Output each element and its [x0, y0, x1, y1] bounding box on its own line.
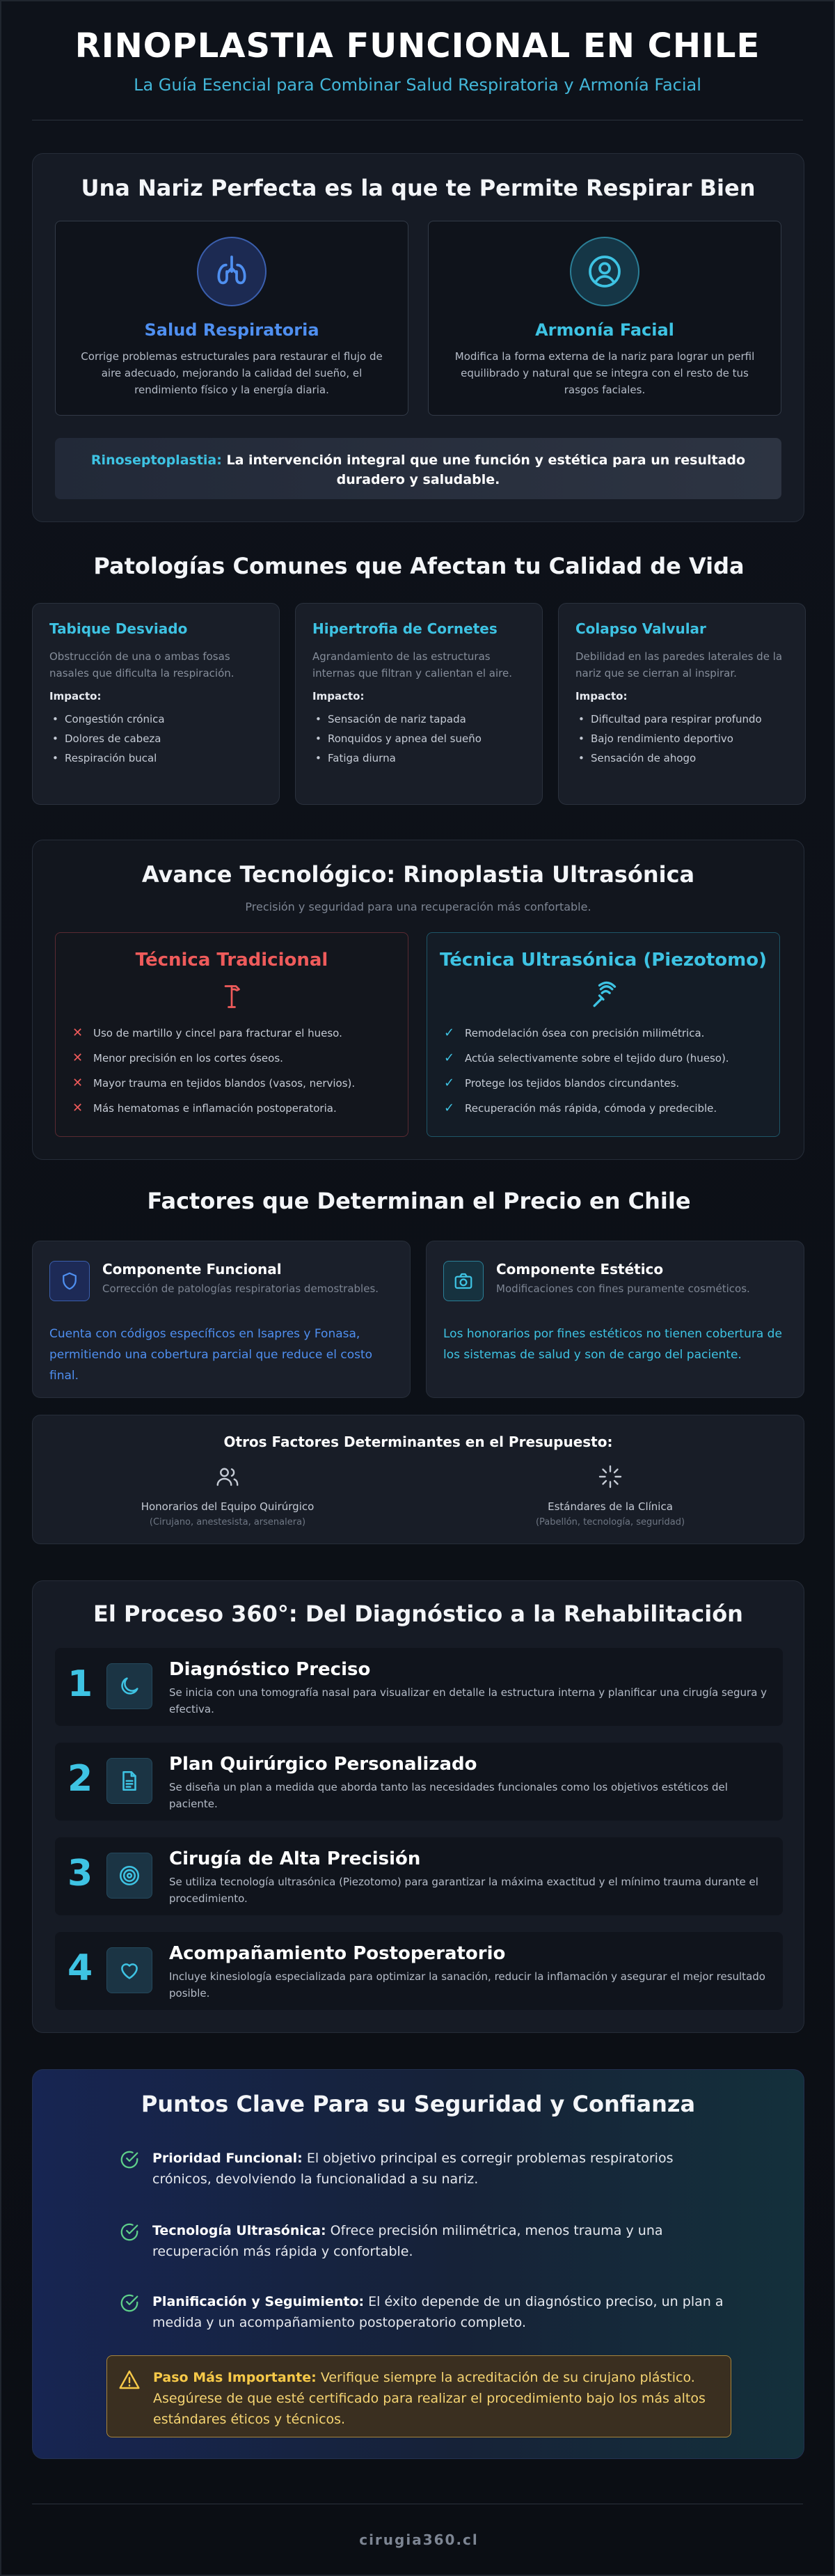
x-icon: ✕: [72, 1026, 84, 1040]
facial-card: [428, 221, 781, 416]
item-text: Remodelación ósea con precisión milimétrica.: [465, 1027, 705, 1039]
hammer-icon: [56, 980, 408, 1015]
functional-body: Cuenta con códigos específicos en Isapres y Fonasa, permitiendo una cobertura parcial que reduce el costo final.: [49, 1327, 373, 1383]
factor-team: [88, 1464, 367, 1527]
pathologies-title: Patologías Comunes que Afectan tu Calidad de Vida: [93, 553, 745, 579]
pathology-desc: Debilidad en las paredes laterales de la nariz que se cierran al inspirar.: [575, 650, 783, 680]
warning-icon: [118, 2369, 141, 2397]
x-icon: ✕: [72, 1101, 84, 1115]
list-item: [72, 1071, 391, 1096]
respiratory-title: Salud Respiratoria: [144, 320, 319, 340]
functional-subtitle: Corrección de patologías respiratorias demostrables.: [102, 1282, 379, 1295]
step-text: Se utiliza tecnología ultrasónica (Piezotomo) para garantizar la máxima exactitud y el mínimo trauma durante el procedimiento.: [169, 1876, 758, 1905]
check-icon: ✓: [444, 1101, 455, 1115]
item-text: Más hematomas e inflamación postoperatoria.: [93, 1102, 337, 1115]
list-item: [444, 1021, 763, 1046]
item-text: Protege los tejidos blandos circundantes.: [465, 1077, 680, 1090]
intro-title: Una Nariz Perfecta es la que te Permite Respirar Bien: [81, 175, 756, 201]
pathology-card-cornetes: [295, 603, 543, 805]
pathology-card-valvular: [558, 603, 806, 805]
factor-label: Honorarios del Equipo Quirúrgico: [141, 1500, 315, 1513]
step-number: 2: [67, 1758, 93, 1800]
list-item: • Ronquidos y apnea del sueño: [312, 729, 525, 748]
list-item: [72, 1096, 391, 1121]
price-title: Factores que Determinan el Precio en Chile: [147, 1188, 691, 1214]
respiratory-card: [55, 221, 408, 416]
page-subtitle: La Guía Esencial para Combinar Salud Respiratoria y Armonía Facial: [134, 75, 701, 95]
impact-label: Impacto:: [49, 690, 102, 702]
page-title: RINOPLASTIA FUNCIONAL EN CHILE: [74, 26, 761, 65]
footer-site-link[interactable]: cirugia360.cl: [359, 2531, 479, 2548]
process-step-4: [55, 1932, 783, 2010]
callout-text: La intervención integral que une función y estética para un resultado duradero y saludable.: [226, 453, 746, 487]
factor-sub: (Pabellón, tecnología, seguridad): [535, 1517, 685, 1527]
impact-list: [312, 709, 525, 768]
step-title: Diagnóstico Preciso: [169, 1659, 371, 1680]
technology-section: [32, 840, 804, 1160]
pathology-title: Hipertrofia de Cornetes: [312, 620, 498, 637]
impact-list: [49, 709, 262, 768]
aesthetic-component-card: [426, 1241, 804, 1398]
step-title: Plan Quirúrgico Personalizado: [169, 1754, 477, 1775]
facial-text: Modifica la forma externa de la nariz para lograr un perfil equilibrado y natural que se integra con el resto de tus rasgos faciales.: [454, 350, 755, 396]
camera-icon: [443, 1261, 484, 1301]
team-icon: [215, 1479, 240, 1492]
list-item: • Bajo rendimiento deportivo: [575, 729, 788, 748]
warning-label: Paso Más Importante:: [153, 2370, 317, 2385]
functional-title: Componente Funcional: [102, 1261, 282, 1278]
keypoint-3: [119, 2291, 731, 2333]
list-item: [72, 1046, 391, 1071]
pathology-title: Tabique Desviado: [49, 620, 188, 637]
x-icon: ✕: [72, 1076, 84, 1090]
aesthetic-body: Los honorarios por fines estéticos no tienen cobertura de los sistemas de salud y son de cargo del paciente.: [443, 1327, 782, 1362]
process-section: [32, 1580, 804, 2033]
pathology-card-tabique: [32, 603, 280, 805]
step-number: 4: [67, 1947, 93, 1989]
list-item: • Fatiga diurna: [312, 748, 525, 768]
check-circle-icon: [119, 2149, 140, 2173]
process-step-3: [55, 1837, 783, 1915]
process-title: El Proceso 360°: Del Diagnóstico a la Rehabilitación: [93, 1601, 743, 1627]
keypoints-section: [32, 2069, 804, 2459]
respiratory-text: Corrige problemas estructurales para restaurar el flujo de aire adecuado, mejorando la calidad del sueño, el rendimiento físico y la energía diaria.: [81, 350, 383, 396]
shield-icon: [49, 1261, 90, 1301]
keypoints-title: Puntos Clave Para su Seguridad y Confianza: [141, 2091, 696, 2117]
other-factors-card: [32, 1415, 804, 1544]
waves-icon: [427, 980, 779, 1015]
ultrasonic-list: [427, 1015, 779, 1121]
technology-subtitle: Precisión y seguridad para una recuperación más confortable.: [245, 900, 591, 913]
other-factors-title: Otros Factores Determinantes en el Presupuesto:: [223, 1434, 613, 1450]
impact-list: [575, 709, 788, 768]
keypoint-2: [119, 2220, 731, 2262]
keypoint-text: El objetivo principal es corregir problemas respiratorios crónicos, devolviendo la funcionalidad a su nariz.: [152, 2151, 674, 2187]
step-text: Incluye kinesiología especializada para optimizar la sanación, reducir la inflamación y asegurar el mejor resultado posible.: [169, 1970, 765, 2000]
factor-clinic: [471, 1464, 749, 1527]
item-text: Mayor trauma en tejidos blandos (vasos, nervios).: [93, 1077, 356, 1090]
factor-label: Estándares de la Clínica: [548, 1500, 673, 1513]
impact-label: Impacto:: [312, 690, 365, 702]
ultrasonic-title: Técnica Ultrasónica (Piezotomo): [440, 950, 767, 971]
x-icon: ✕: [72, 1051, 84, 1065]
keypoint-label: Planificación y Seguimiento:: [152, 2294, 365, 2309]
step-title: Acompañamiento Postoperatorio: [169, 1943, 506, 1964]
rinoseptoplastia-callout: [55, 438, 781, 499]
step-text: Se inicia con una tomografía nasal para visualizar en detalle la estructura interna y planificar una cirugía segura y efectiva.: [169, 1686, 768, 1715]
factor-sub: (Cirujano, anestesista, arsenalera): [149, 1517, 306, 1527]
impact-label: Impacto:: [575, 690, 628, 702]
pathology-title: Colapso Valvular: [575, 620, 706, 637]
document-icon: [106, 1758, 152, 1804]
traditional-title: Técnica Tradicional: [135, 950, 328, 971]
step-number: 1: [67, 1663, 93, 1705]
process-step-1: [55, 1648, 783, 1726]
lungs-icon: [197, 237, 267, 306]
check-icon: ✓: [444, 1076, 455, 1090]
callout-term: Rinoseptoplastia:: [90, 453, 222, 468]
keypoint-1: [119, 2148, 731, 2190]
check-icon: ✓: [444, 1026, 455, 1040]
pathology-desc: Obstrucción de una o ambas fosas nasales que dificulta la respiración.: [49, 650, 234, 680]
target-icon: [106, 1853, 152, 1899]
process-step-2: [55, 1743, 783, 1821]
ultrasonic-technique-card: [427, 932, 780, 1137]
item-text: Menor precisión en los cortes óseos.: [93, 1052, 283, 1065]
list-item: [72, 1021, 391, 1046]
keypoint-text: El éxito depende de un diagnóstico preciso, un plan a medida y un acompañamiento postoperatorio completo.: [152, 2294, 724, 2330]
list-item: [444, 1046, 763, 1071]
traditional-list: [56, 1015, 408, 1121]
traditional-technique-card: [55, 932, 408, 1137]
step-text: Se diseña un plan a medida que aborda tanto las necesidades funcionales como los objetivos estéticos del paciente.: [169, 1781, 728, 1810]
keypoint-label: Prioridad Funcional:: [152, 2151, 303, 2166]
check-circle-icon: [119, 2222, 140, 2245]
keypoint-text: Ofrece precisión milimétrica, menos trauma y una recuperación más rápida y confortable.: [152, 2223, 663, 2259]
item-text: Actúa selectivamente sobre el tejido duro (hueso).: [465, 1052, 729, 1065]
list-item: • Sensación de ahogo: [575, 748, 788, 768]
technology-title: Avance Tecnológico: Rinoplastia Ultrasónica: [141, 861, 695, 888]
list-item: • Respiración bucal: [49, 748, 262, 768]
item-text: Uso de martillo y cincel para fracturar el hueso.: [93, 1027, 342, 1039]
heart-icon: [106, 1947, 152, 1993]
facial-title: Armonía Facial: [535, 320, 674, 340]
list-item: • Dificultad para respirar profundo: [575, 709, 788, 729]
aesthetic-subtitle: Modificaciones con fines puramente cosméticos.: [496, 1282, 750, 1295]
keypoint-label: Tecnología Ultrasónica:: [152, 2223, 326, 2238]
warning-text: Verifique siempre la acreditación de su cirujano plástico. Asegúrese de que esté certificado para realizar el procedimiento bajo los más altos estándares éticos y técnicos.: [153, 2370, 706, 2427]
check-icon: ✓: [444, 1051, 455, 1065]
item-text: Recuperación más rápida, cómoda y predecible.: [465, 1102, 717, 1115]
sparkle-icon: [598, 1479, 623, 1492]
list-item: [444, 1096, 763, 1121]
warning-callout: [106, 2355, 731, 2437]
pathology-desc: Agrandamiento de las estructuras internas que filtran y calientan el aire.: [312, 650, 512, 680]
list-item: • Sensación de nariz tapada: [312, 709, 525, 729]
hero-header: [1, 1, 834, 95]
step-number: 3: [67, 1853, 93, 1894]
check-circle-icon: [119, 2293, 140, 2316]
intro-section: [32, 153, 804, 522]
moon-icon: [106, 1663, 152, 1709]
user-icon: [570, 237, 639, 306]
step-title: Cirugía de Alta Precisión: [169, 1848, 421, 1869]
aesthetic-title: Componente Estético: [496, 1261, 664, 1278]
list-item: • Dolores de cabeza: [49, 729, 262, 748]
list-item: • Congestión crónica: [49, 709, 262, 729]
functional-component-card: [32, 1241, 411, 1398]
list-item: [444, 1071, 763, 1096]
